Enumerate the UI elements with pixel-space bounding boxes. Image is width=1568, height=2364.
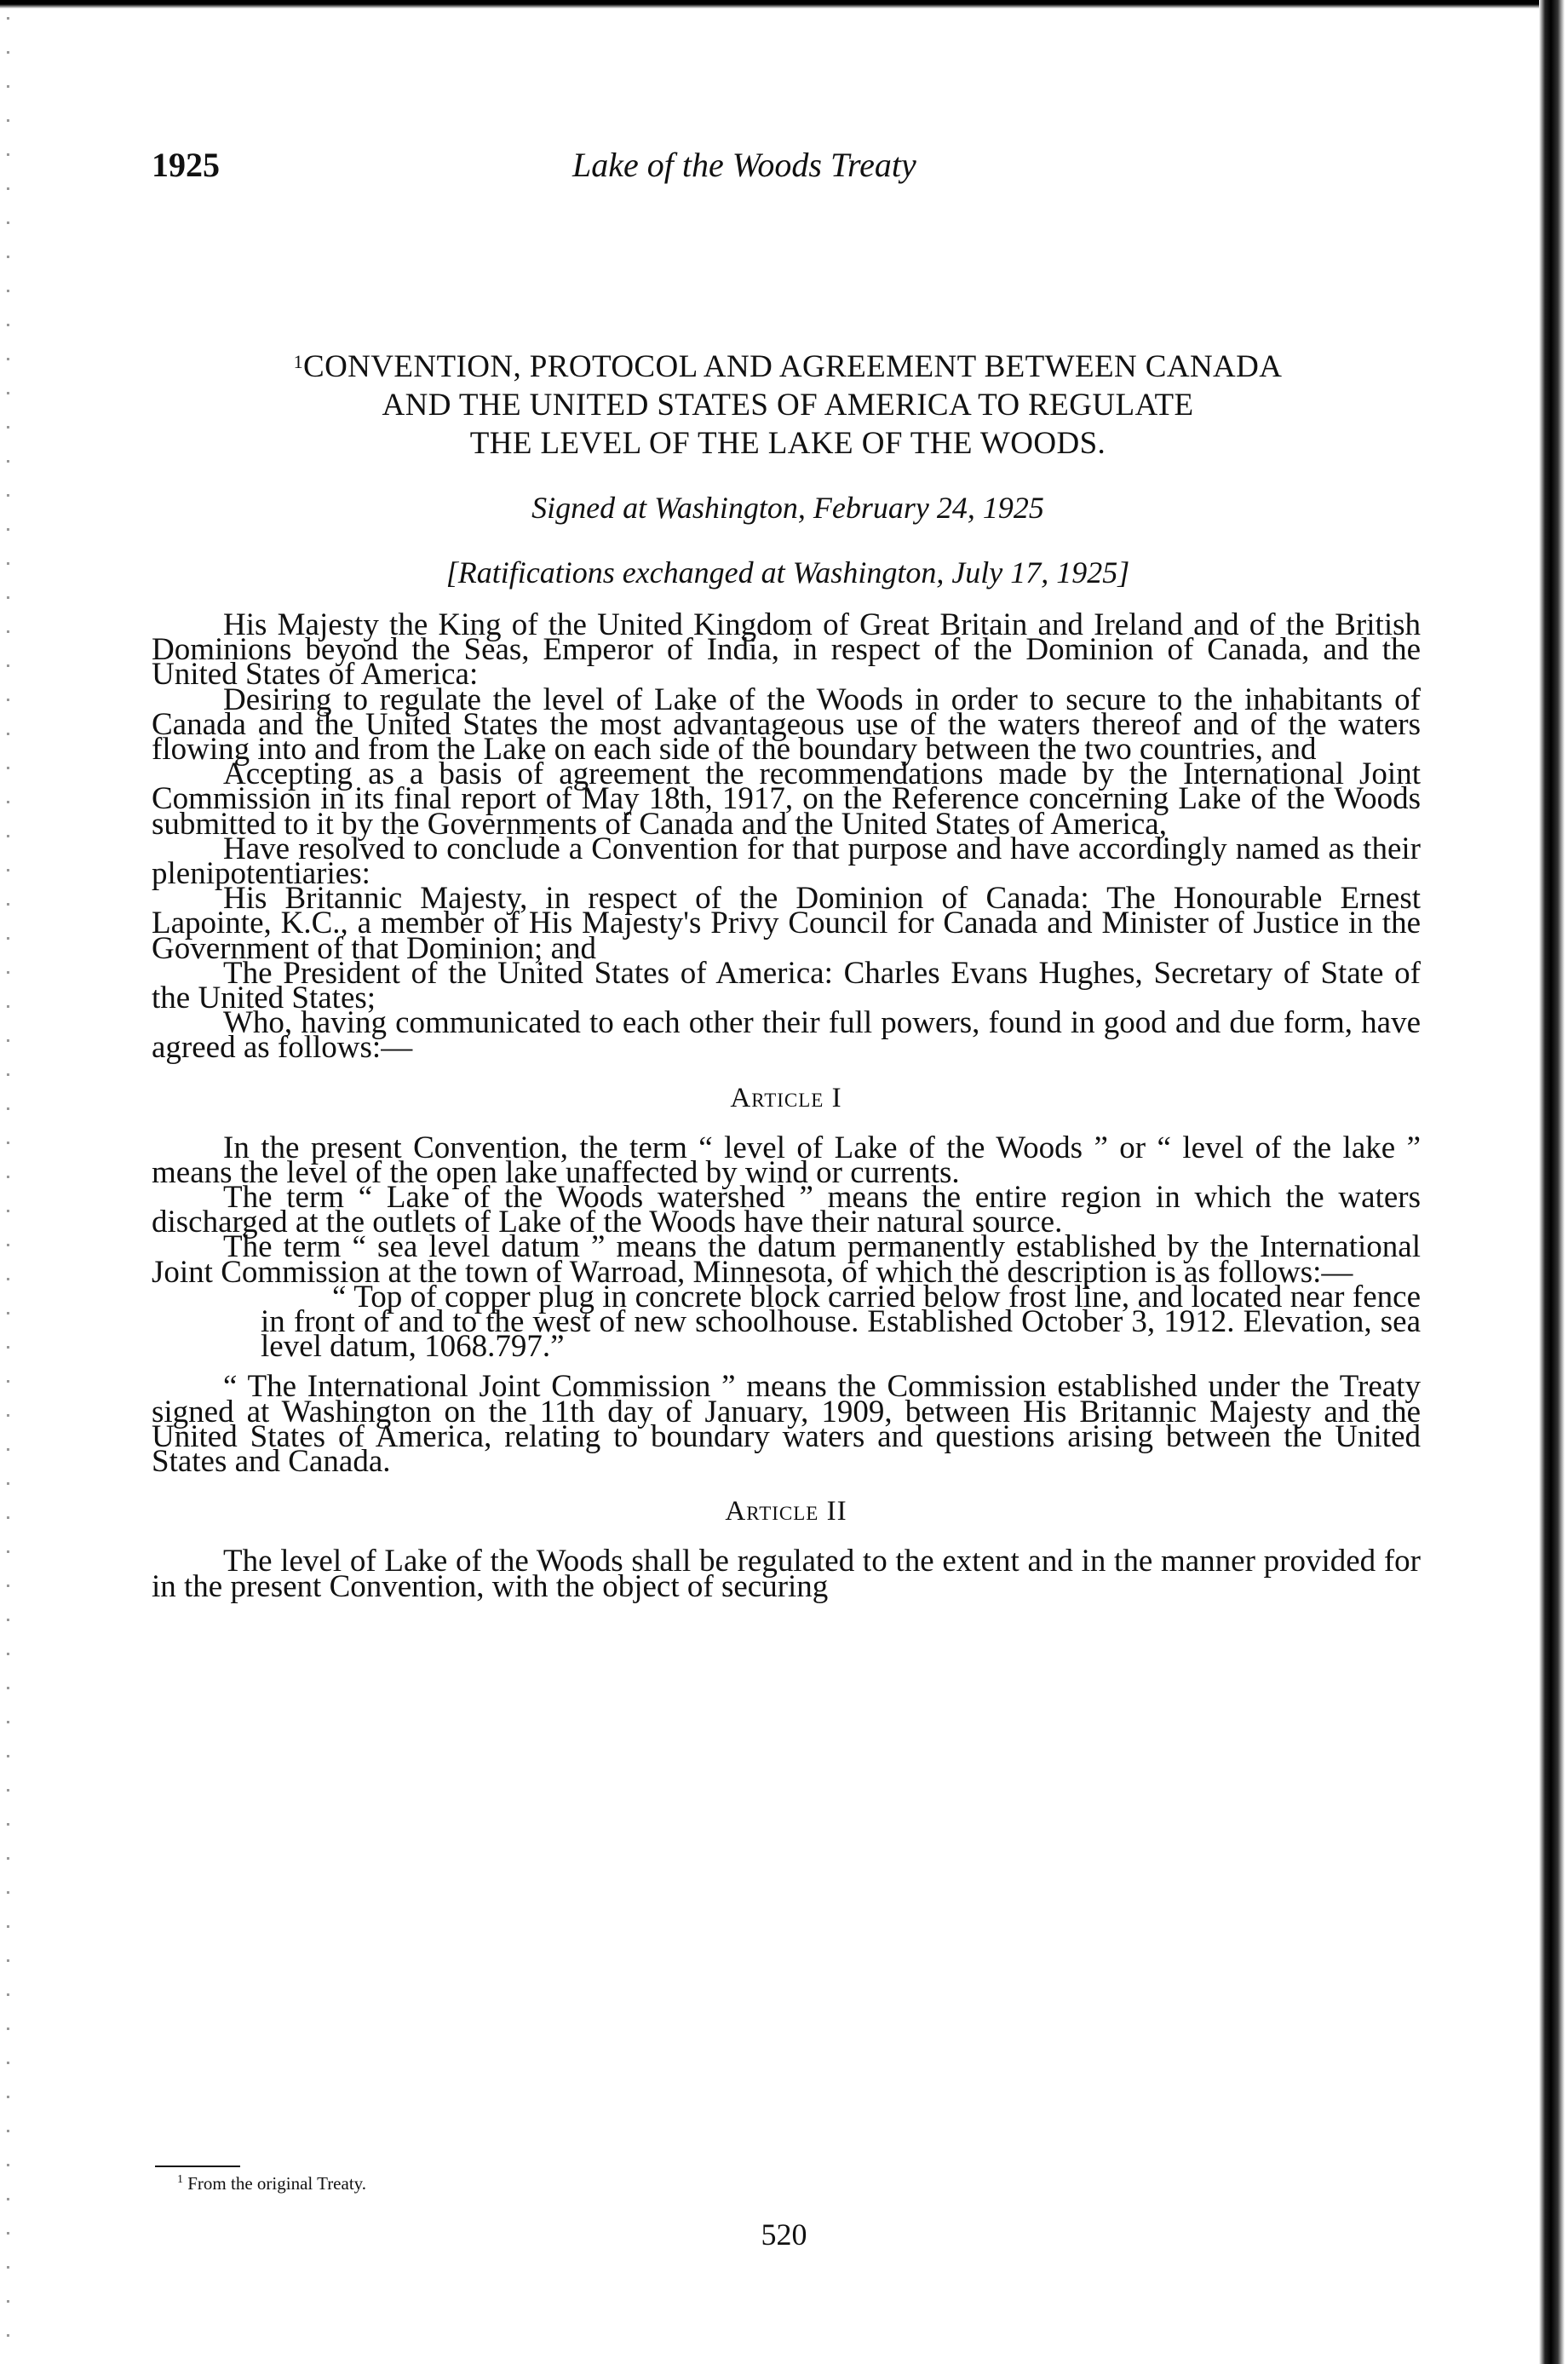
article-1-heading: Article I	[730, 1082, 842, 1113]
preamble-paragraph: Desiring to regulate the level of Lake of the Woods in order to secure to the inhabitants of Canada and the United States the most advantageous use of the waters thereof and of the waters flowing into and from the Lake on each side of the boundary between the two countries, and	[152, 682, 1421, 768]
article-1-paragraph: In the present Convention, the term “ level of Lake of the Woods ” or “ level of the lake ” means the level of the open lake unaffected by wind or currents.	[152, 1130, 1421, 1190]
title-line-2: AND THE UNITED STATES OF AMERICA TO REGULATE	[382, 388, 1194, 423]
header-running-title: Lake of the Woods Treaty	[572, 146, 916, 184]
signed-line: Signed at Washington, February 24, 1925	[531, 491, 1044, 525]
datum-description-quote: “ Top of copper plug in concrete block carried below frost line, and located near fence in front of and to the west of new schoolhouse. Established October 3, 1912. Elevation, sea level datum, 1068.797.”	[261, 1279, 1421, 1365]
preamble-paragraph: His Majesty the King of the United Kingdom of Great Britain and Ireland and of the British Dominions beyond the Seas, Emperor of India, in respect of the Dominion of Canada, and the United States of America:	[152, 607, 1421, 693]
preamble-paragraph: Have resolved to conclude a Convention for that purpose and have accordingly named as their plenipotentiaries:	[152, 831, 1421, 892]
title-footnote-marker: 1	[293, 351, 303, 372]
article-1-paragraph: The term “ Lake of the Woods watershed ” means the entire region in which the waters discharged at the outlets of Lake of the Woods have their natural source.	[152, 1180, 1421, 1240]
preamble-paragraph: The President of the United States of America: Charles Evans Hughes, Secretary of State of the United States;	[152, 955, 1421, 1016]
document-title	[145, 342, 1431, 463]
page-top-rule	[0, 0, 1568, 9]
article-1-paragraph: The term “ sea level datum ” means the datum permanently established by the International Joint Commission at the town of Warroad, Minnesota, of which the description is as follows:—	[152, 1229, 1421, 1290]
page-number: 520	[761, 2217, 807, 2252]
footnote-marker: 1	[177, 2173, 183, 2186]
header-year: 1925	[152, 146, 220, 184]
page-binding-edge	[1539, 0, 1568, 2364]
left-margin-marks	[7, 17, 9, 2351]
footnote	[177, 2173, 366, 2194]
title-line-1: $^1$CONVENTION, PROTOCOL AND AGREEMENT BETWEEN CANADA	[293, 349, 1283, 384]
article-1-paragraph: “ The International Joint Commission ” means the Commission established under the Treaty signed at Washington on the 11th day of January, 1909, between His Britannic Majesty and the United States of America, relating to boundary waters and questions arising between the United States and Canada.	[152, 1369, 1421, 1480]
footnote-text: From the original Treaty.	[187, 2173, 367, 2194]
treaty-body	[152, 607, 1421, 1604]
preamble-paragraph: Accepting as a basis of agreement the recommendations made by the International Joint Commission in its final report of May 18th, 1917, on the Reference concerning Lake of the Woods submitted to it by the Governments of Canada and the United States of America,	[152, 756, 1421, 842]
article-2-heading: Article II	[725, 1496, 847, 1527]
article-2-paragraph: The level of Lake of the Woods shall be regulated to the extent and in the manner provided for in the present Convention, with the object of securing	[152, 1544, 1421, 1604]
footnote-rule	[155, 2166, 240, 2167]
preamble-paragraph: Who, having communicated to each other their full powers, found in good and due form, have agreed as follows:—	[152, 1005, 1421, 1066]
running-header	[152, 145, 1429, 196]
title-line-3: THE LEVEL OF THE LAKE OF THE WOODS.	[469, 426, 1106, 461]
ratifications-line: [Ratifications exchanged at Washington, July 17, 1925]	[445, 555, 1130, 590]
preamble-paragraph: His Britannic Majesty, in respect of the Dominion of Canada: The Honourable Ernest Lapointe, K.C., a member of His Majesty's Privy Council for Canada and Minister of Justice in the Government of that Dominion; and	[152, 881, 1421, 966]
